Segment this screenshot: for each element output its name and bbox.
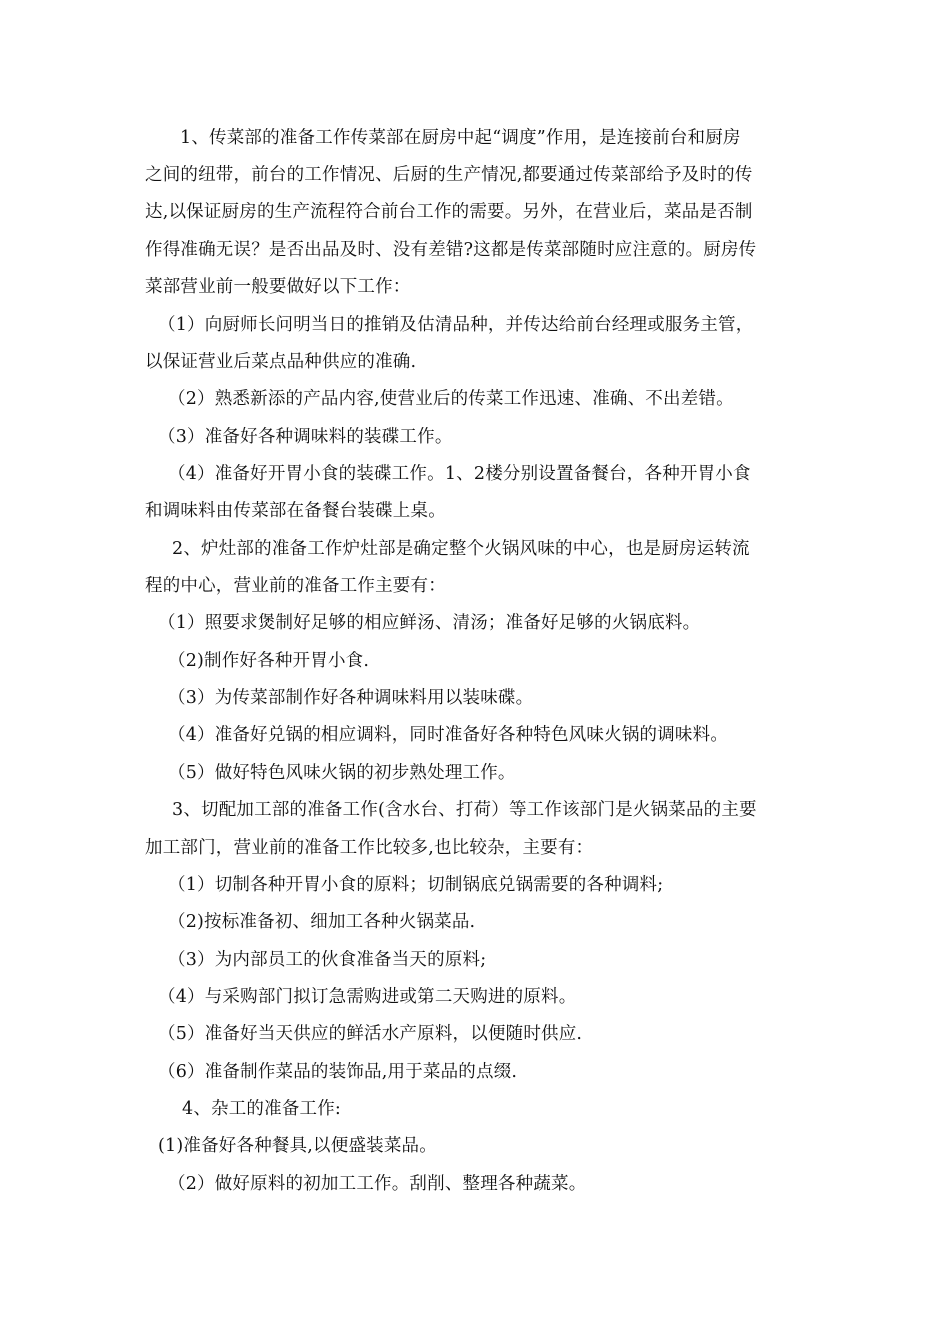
text-line: (1)准备好各种餐具,以便盛装菜品。 [158, 1136, 437, 1156]
text-line: （3）准备好各种调味料的装碟工作。 [158, 427, 453, 447]
text-line: 3、切配加工部的准备工作(含水台、打荷）等工作该部门是火锅菜品的主要 [172, 800, 757, 820]
text-line: 达,以保证厨房的生产流程符合前台工作的需要。另外，在营业后，菜品是否制 [145, 202, 753, 222]
text-line: （5）做好特色风味火锅的初步熟处理工作。 [168, 763, 516, 783]
text-line: （2)制作好各种开胃小食. [168, 651, 370, 671]
text-line: （4）准备好开胃小食的装碟工作。1、2楼分别设置备餐台，各种开胃小食 [168, 464, 751, 484]
text-line: 2、炉灶部的准备工作炉灶部是确定整个火锅风味的中心，也是厨房运转流 [172, 539, 750, 559]
text-line: 加工部门，营业前的准备工作比较多,也比较杂，主要有： [145, 838, 594, 858]
text-line: （2)按标准备初、细加工各种火锅菜品. [168, 912, 476, 932]
text-line: （4）准备好兑锅的相应调料，同时准备好各种特色风味火锅的调味料。 [168, 725, 729, 745]
text-line: （1）向厨师长问明当日的推销及估清品种，并传达给前台经理或服务主管， [158, 315, 754, 335]
text-line: 和调味料由传菜部在备餐台装碟上桌。 [145, 501, 446, 521]
text-line: 菜部营业前一般要做好以下工作： [145, 277, 411, 297]
text-line: （1）切制各种开胃小食的原料；切制锅底兑锅需要的各种调料; [168, 875, 664, 895]
text-line: 以保证营业后菜点品种供应的准确. [145, 352, 417, 372]
text-line: （2）做好原料的初加工工作。刮削、整理各种蔬菜。 [168, 1174, 587, 1194]
text-line: 1、传菜部的准备工作传菜部在厨房中起“调度”作用，是连接前台和厨房 [180, 128, 741, 148]
text-line: 之间的纽带，前台的工作情况、后厨的生产情况,都要通过传菜部给予及时的传 [145, 165, 753, 185]
text-line: （1）照要求煲制好足够的相应鲜汤、清汤；准备好足够的火锅底料。 [158, 613, 701, 633]
text-line: （2）熟悉新添的产品内容,使营业后的传菜工作迅速、准确、不出差错。 [168, 389, 734, 409]
text-line: （4）与采购部门拟订急需购进或第二天购进的原料。 [158, 987, 577, 1007]
text-line: 作得准确无误？是否出品及时、没有差错?这都是传菜部随时应注意的。厨房传 [145, 240, 757, 260]
text-line: （3）为传菜部制作好各种调味料用以装味碟。 [168, 688, 534, 708]
text-line: （5）准备好当天供应的鲜活水产原料，以便随时供应. [158, 1024, 583, 1044]
text-line: （6）准备制作菜品的装饰品,用于菜品的点缀. [158, 1062, 518, 1082]
text-line: 4、杂工的准备工作: [182, 1099, 342, 1119]
text-line: 程的中心，营业前的准备工作主要有： [145, 576, 446, 596]
text-line: （3）为内部员工的伙食准备当天的原料; [168, 950, 487, 970]
